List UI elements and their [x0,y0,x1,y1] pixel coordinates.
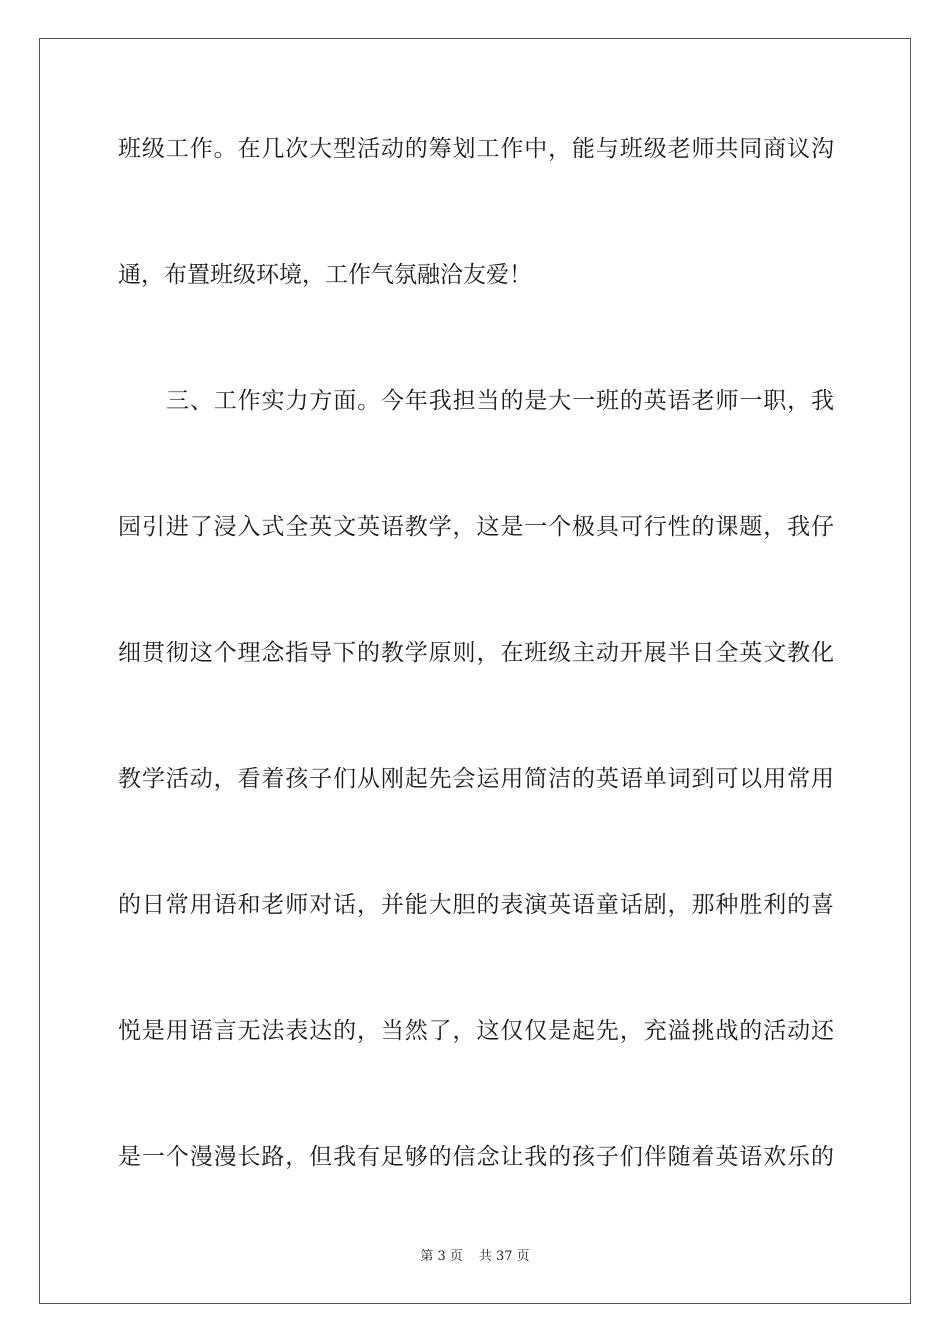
page-footer [0,1248,950,1266]
text-line-1: 班级工作。在几次大型活动的筹划工作中，能与班级老师共同商议沟 [118,136,834,162]
paragraph-3-first-line: 三、工作实力方面。今年我担当的是大一班的英语老师一职，我 [166,388,834,414]
text-line-5: 细贯彻这个理念指导下的教学原则，在班级主动开展半日全英文教化 [118,640,834,666]
page-border [39,38,911,1304]
text-line-6: 教学活动，看着孩子们从刚起先会运用简洁的英语单词到可以用常用 [118,766,834,792]
text-line-9: 是一个漫漫长路，但我有足够的信念让我的孩子们伴随着英语欢乐的 [118,1144,834,1170]
text-line-4: 园引进了浸入式全英文英语教学，这是一个极具可行性的课题，我仔 [118,514,834,540]
text-line-2: 通，布置班级环境，工作气氛融洽友爱！ [118,262,532,288]
page-number: 第 3 页 [420,1249,463,1264]
text-line-8: 悦是用语言无法表达的，当然了，这仅仅是起先，充溢挑战的活动还 [118,1018,834,1044]
text-line-7: 的日常用语和老师对话，并能大胆的表演英语童话剧，那种胜利的喜 [118,892,834,918]
total-pages: 共 37 页 [478,1249,530,1264]
